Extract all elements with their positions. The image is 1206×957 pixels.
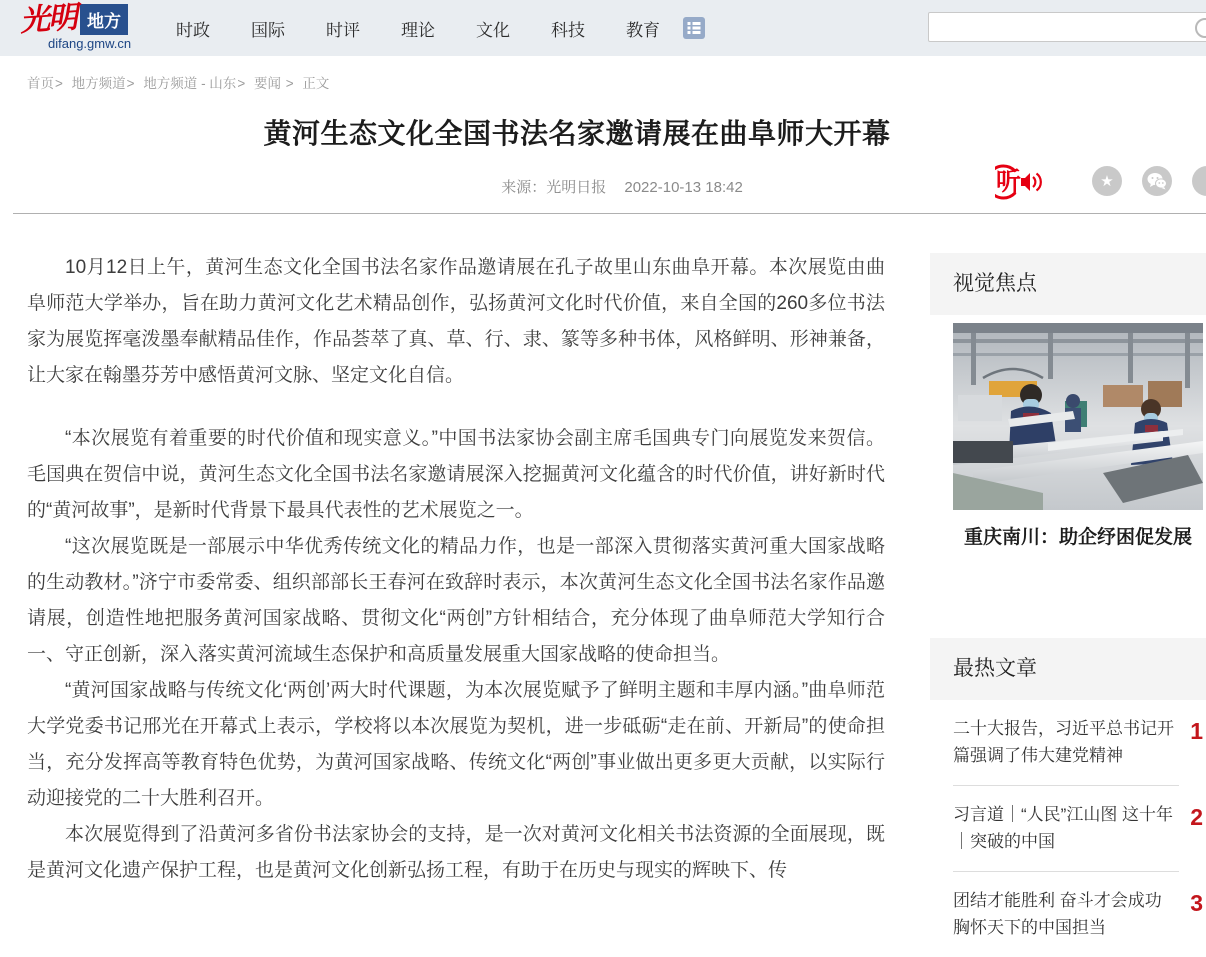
source-label: 来源：光明日报	[501, 179, 607, 196]
hot-articles-box	[930, 638, 1206, 957]
list-menu-icon[interactable]	[683, 17, 705, 39]
nav-item-lilun[interactable]: 理论	[401, 20, 435, 40]
crumb-yaowen[interactable]: 要闻	[253, 76, 281, 91]
hot-articles-list	[930, 700, 1203, 957]
crumb-channel[interactable]: 地方频道	[71, 76, 126, 91]
article-header	[27, 112, 1127, 197]
article-paragraph: 10月12日上午，黄河生态文化全国书法名家作品邀请展在孔子故里山东曲阜开幕。本次展览由曲阜师范大学举办，旨在助力黄河文化艺术精品创作，弘扬黄河文化时代价值，来自全国的260多位书法家为展览挥毫泼墨奉献精品佳作，作品荟萃了真、草、行、隶、篆等多种书体，风格鲜明、形神兼备，让大家在翰墨芬芳中感悟黄河文脉、坚定文化自信。	[27, 257, 885, 386]
header-divider	[13, 213, 1206, 214]
hot-item-text: 团结才能胜利 奋斗才会成功 胸怀天下的中国担当	[953, 891, 1162, 937]
article-paragraph: “本次展览有着重要的时代价值和现实意义。”中国书法家协会副主席毛国典专门向展览发来贺信。毛国典在贺信中说，黄河生态文化全国书法名家邀请展深入挖掘黄河文化蕴含的时代价值，讲好新时代的“黄河故事”，是新时代背景下最具代表性的艺术展览之一。	[27, 428, 885, 521]
page-title: 黄河生态文化全国书法名家邀请展在曲阜师大开幕	[263, 118, 891, 149]
listen-speaker-icon[interactable]	[995, 158, 1049, 204]
hot-item-text: 习言道｜“人民”江山图 这十年｜突破的中国	[953, 805, 1174, 851]
crumb-shandong[interactable]: 地方频道 - 山东	[143, 76, 237, 91]
publish-datetime: 2022-10-13 18:42	[624, 179, 743, 196]
visual-focus-title: 视觉焦点	[930, 253, 1206, 315]
article-body	[27, 250, 885, 889]
list-item[interactable]	[953, 786, 1203, 871]
search-box	[928, 12, 1206, 42]
nav-item-jiaoyu[interactable]: 教育	[626, 20, 660, 40]
rank-badge: 1	[1190, 718, 1203, 744]
share-more-icon[interactable]	[1192, 166, 1206, 196]
site-domain: difang.gmw.cn	[48, 36, 132, 51]
crumb-home[interactable]: 首页	[27, 76, 54, 91]
search-input[interactable]	[928, 12, 1206, 42]
rank-badge: 2	[1190, 804, 1203, 830]
article-actions	[995, 158, 1206, 204]
list-item[interactable]	[953, 872, 1203, 957]
article-meta	[117, 176, 1127, 197]
crumb-separator: >	[55, 76, 63, 91]
article-paragraph: “这次展览既是一部展示中华优秀传统文化的精品力作，也是一部深入贯彻落实黄河重大国家战略的生动教材。”济宁市委常委、组织部部长王春河在致辞时表示，本次黄河生态文化全国书法名家作品邀请展，创造性地把服务黄河国家战略、贯彻文化“两创”方针相结合，充分体现了曲阜师范大学知行合一、守正创新，深入落实黄河流域生态保护和高质量发展重大国家战略的使命担当。	[27, 536, 885, 665]
brand-box-text: 地方	[80, 4, 128, 35]
nav-item-keji[interactable]: 科技	[551, 20, 585, 40]
nav-item-shizheng[interactable]: 时政	[176, 20, 210, 40]
article-paragraph: “黄河国家战略与传统文化‘两创’两大时代课题，为本次展览赋予了鲜明主题和丰厚内涵。”曲阜师范大学党委书记邢光在开幕式上表示，学校将以本次展览为契机，进一步砥砺“走在前、开新局”的使命担当，充分发挥高等教育特色优势，为黄河国家战略、传统文化“两创”事业做出更多更大贡献，以实际行动迎接党的二十大胜利召开。	[27, 680, 885, 809]
visual-focus-box	[930, 253, 1206, 549]
nav-item-guoji[interactable]: 国际	[251, 20, 285, 40]
crumb-separator: >	[237, 76, 246, 91]
focus-caption[interactable]: 重庆南川：助企纾困促发展	[963, 527, 1192, 548]
wechat-icon[interactable]	[1142, 166, 1172, 196]
site-logo[interactable]	[18, 0, 170, 51]
crumb-separator: >	[126, 76, 135, 91]
brand-script-text: 光明	[18, 0, 78, 39]
hot-item-text: 二十大报告，习近平总书记开篇强调了伟大建党精神	[953, 719, 1174, 765]
share-buttons	[1092, 166, 1206, 196]
qzone-star-icon[interactable]	[1092, 166, 1122, 196]
focus-photo[interactable]	[953, 323, 1203, 510]
list-item[interactable]	[953, 700, 1203, 785]
main-nav	[176, 0, 660, 56]
hot-articles-title: 最热文章	[930, 638, 1206, 700]
svg-text:听: 听	[996, 168, 1022, 196]
crumb-separator: >	[285, 76, 294, 91]
article-paragraph: 本次展览得到了沿黄河多省份书法家协会的支持，是一次对黄河文化相关书法资源的全面展现，既是黄河文化遗产保护工程，也是黄河文化创新弘扬工程，有助于在历史与现实的辉映下、传	[27, 824, 885, 881]
nav-item-wenhua[interactable]: 文化	[476, 20, 510, 40]
crumb-current: 正文	[302, 76, 330, 91]
star-glyph: ★	[1100, 173, 1114, 190]
nav-item-shiping[interactable]: 时评	[326, 20, 360, 40]
top-navigation-bar	[0, 0, 1206, 56]
breadcrumb	[27, 72, 329, 92]
rank-badge: 3	[1190, 890, 1203, 916]
